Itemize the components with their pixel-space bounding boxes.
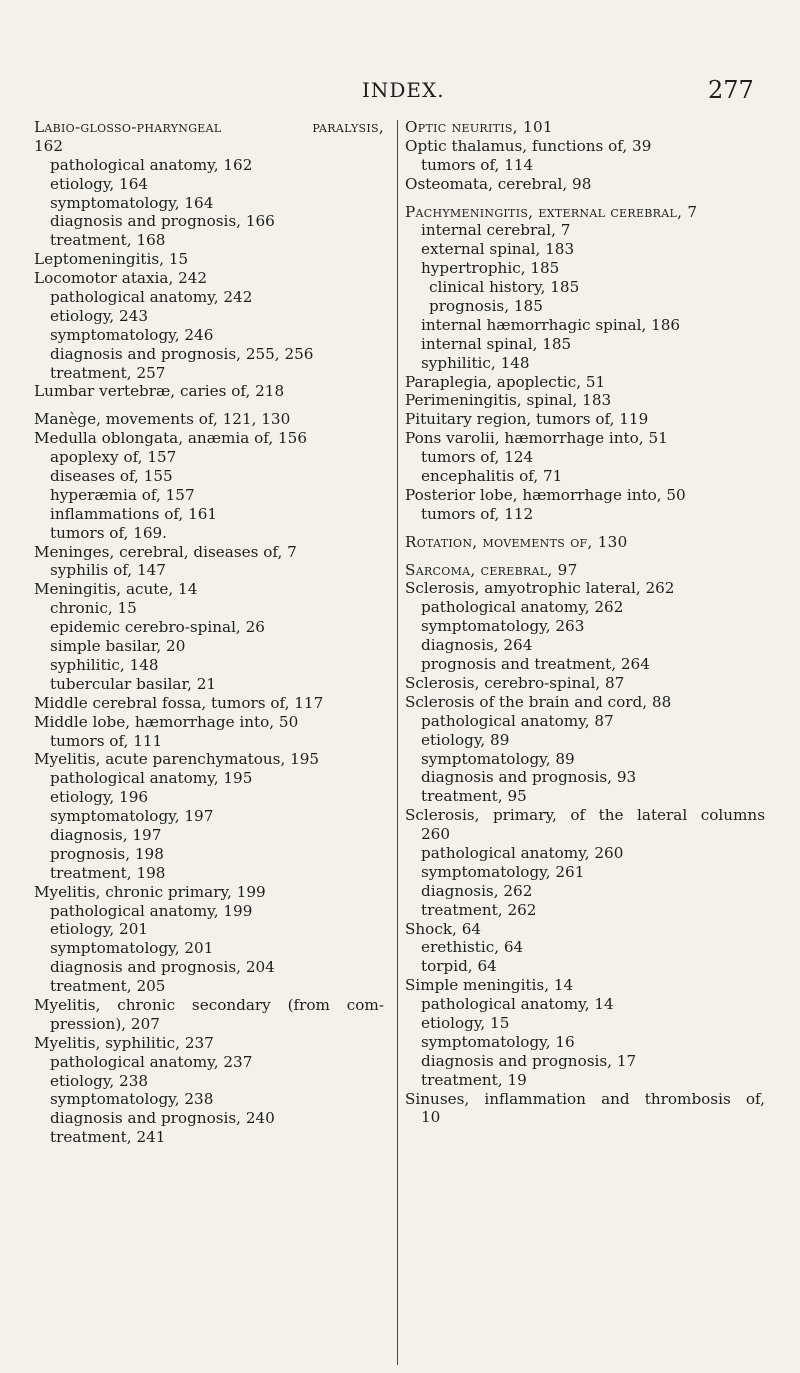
index-entry: Myelitis, chronic secondary (from com- [34, 995, 384, 1014]
running-header [0, 78, 800, 108]
index-entry: Pachymeningitis, external cerebral, 7 [405, 202, 698, 221]
index-subentry: internal spinal, 185 [421, 334, 572, 353]
index-entry: Locomotor ataxia, 242 [34, 269, 208, 288]
index-subentry: prognosis, 185 [429, 297, 543, 316]
index-entry: Osteomata, cerebral, 98 [405, 174, 592, 193]
index-entry: Sclerosis, cerebro-spinal, 87 [405, 673, 625, 692]
index-subentry: etiology, 243 [50, 306, 149, 325]
index-subentry: pathological anatomy, 260 [421, 843, 624, 862]
index-subentry: tumors of, 112 [421, 504, 534, 523]
index-subentry: etiology, 196 [50, 788, 149, 807]
index-subentry: symptomatology, 16 [421, 1032, 575, 1051]
index-entry: Meningitis, acute, 14 [34, 580, 198, 599]
index-subentry: etiology, 164 [50, 174, 149, 193]
index-entry: Middle cerebral fossa, tumors of, 117 [34, 693, 324, 712]
index-subentry: pathological anatomy, 199 [50, 901, 253, 920]
index-subentry: simple basilar, 20 [50, 637, 186, 656]
index-subentry: syphilitic, 148 [421, 353, 530, 372]
index-subentry: treatment, 198 [50, 863, 166, 882]
index-subentry: etiology, 89 [421, 730, 510, 749]
index-subentry: syphilitic, 148 [50, 655, 159, 674]
index-subentry: etiology, 238 [50, 1071, 149, 1090]
index-entry: 162 [34, 136, 63, 155]
index-column-left [34, 118, 384, 1147]
index-subentry: diagnosis and prognosis, 166 [50, 212, 275, 231]
index-entry: Sinuses, inflammation and thrombosis of, [405, 1089, 765, 1108]
index-entry: Manège, movements of, 121, 130 [34, 410, 291, 429]
index-entry: Lumbar vertebræ, caries of, 218 [34, 382, 285, 401]
index-subentry: symptomatology, 201 [50, 939, 214, 958]
index-subentry: chronic, 15 [50, 599, 137, 618]
index-subentry: torpid, 64 [421, 957, 497, 976]
index-subentry: pathological anatomy, 237 [50, 1052, 253, 1071]
index-subentry: treatment, 241 [50, 1128, 166, 1147]
index-subentry: treatment, 262 [421, 900, 537, 919]
index-subentry: diagnosis, 197 [50, 825, 162, 844]
index-entry: Sclerosis of the brain and cord, 88 [405, 692, 672, 711]
index-subentry: tubercular basilar, 21 [50, 674, 217, 693]
index-column-right [405, 118, 765, 1127]
index-subentry: diagnosis and prognosis, 255, 256 [50, 344, 314, 363]
index-entry: Myelitis, acute parenchymatous, 195 [34, 750, 320, 769]
index-entry: Rotation, movements of, 130 [405, 532, 628, 551]
index-entry: Optic neuritis, 101 [405, 118, 553, 136]
index-subentry: symptomatology, 263 [421, 617, 585, 636]
index-entry: Sclerosis, amyotrophic lateral, 262 [405, 579, 675, 598]
index-entry: Myelitis, syphilitic, 237 [34, 1033, 214, 1052]
index-subentry: 10 [421, 1108, 441, 1127]
index-subentry: diagnosis and prognosis, 17 [421, 1051, 637, 1070]
index-entry: Shock, 64 [405, 919, 482, 938]
index-subentry: pathological anatomy, 14 [421, 995, 614, 1014]
index-subentry: internal cerebral, 7 [421, 221, 571, 240]
index-subentry: pathological anatomy, 87 [421, 711, 614, 730]
index-subentry: tumors of, 114 [421, 155, 534, 174]
index-subentry: syphilis of, 147 [50, 561, 166, 580]
index-entry: Labio-glosso-pharyngeal paralysis, [34, 118, 384, 136]
index-subentry: treatment, 95 [421, 787, 527, 806]
index-subentry: symptomatology, 89 [421, 749, 575, 768]
index-subentry: clinical history, 185 [429, 278, 580, 297]
index-subentry: treatment, 19 [421, 1070, 527, 1089]
index-entry: Pituitary region, tumors of, 119 [405, 410, 649, 429]
index-subentry: hypertrophic, 185 [421, 259, 560, 278]
index-subentry: pathological anatomy, 162 [50, 155, 253, 174]
column-divider [397, 120, 398, 1365]
index-subentry: diagnosis, 264 [421, 636, 533, 655]
index-subentry: treatment, 257 [50, 363, 166, 382]
index-entry: Simple meningitis, 14 [405, 976, 574, 995]
running-head-title: INDEX. [362, 78, 445, 102]
index-subentry: tumors of, 124 [421, 448, 534, 467]
index-subentry: pathological anatomy, 195 [50, 769, 253, 788]
index-subentry: pathological anatomy, 262 [421, 598, 624, 617]
index-subentry: diagnosis, 262 [421, 881, 533, 900]
index-subentry: inflammations of, 161 [50, 504, 218, 523]
index-subentry: symptomatology, 197 [50, 807, 214, 826]
index-subentry: internal hæmorrhagic spinal, 186 [421, 315, 681, 334]
index-subentry: encephalitis of, 71 [421, 467, 563, 486]
index-entry: Meninges, cerebral, diseases of, 7 [34, 542, 297, 561]
index-subentry: treatment, 205 [50, 977, 166, 996]
index-subentry: hyperæmia of, 157 [50, 485, 195, 504]
index-subentry: treatment, 168 [50, 231, 166, 250]
index-entry: Sarcoma, cerebral, 97 [405, 560, 578, 579]
page-number: 277 [708, 76, 754, 104]
index-subentry: 260 [421, 825, 450, 844]
index-entry: Pons varolii, hæmorrhage into, 51 [405, 429, 668, 448]
index-subentry: diseases of, 155 [50, 467, 173, 486]
index-entry: Myelitis, chronic primary, 199 [34, 882, 266, 901]
index-subentry: etiology, 15 [421, 1013, 510, 1032]
index-subentry: apoplexy of, 157 [50, 448, 177, 467]
index-subentry: tumors of, 169. [50, 523, 168, 542]
index-entry: Perimeningitis, spinal, 183 [405, 391, 612, 410]
index-entry: Leptomeningitis, 15 [34, 250, 189, 269]
index-subentry: epidemic cerebro-spinal, 26 [50, 618, 265, 637]
index-subentry: tumors of, 111 [50, 731, 163, 750]
index-subentry: prognosis and treatment, 264 [421, 655, 650, 674]
index-subentry: erethistic, 64 [421, 938, 524, 957]
index-subentry: pression), 207 [50, 1014, 160, 1033]
index-subentry: diagnosis and prognosis, 240 [50, 1109, 275, 1128]
index-subentry: symptomatology, 246 [50, 325, 214, 344]
index-subentry: symptomatology, 261 [421, 862, 585, 881]
index-subentry: prognosis, 198 [50, 844, 164, 863]
index-subentry: symptomatology, 238 [50, 1090, 214, 1109]
index-entry: Posterior lobe, hæmorrhage into, 50 [405, 485, 686, 504]
index-subentry: external spinal, 183 [421, 240, 575, 259]
index-entry: Medulla oblongata, anæmia of, 156 [34, 429, 307, 448]
index-subentry: symptomatology, 164 [50, 193, 214, 212]
index-entry: Middle lobe, hæmorrhage into, 50 [34, 712, 299, 731]
index-entry: Optic thalamus, functions of, 39 [405, 136, 652, 155]
index-subentry: etiology, 201 [50, 920, 149, 939]
index-subentry: diagnosis and prognosis, 204 [50, 958, 275, 977]
index-subentry: pathological anatomy, 242 [50, 288, 253, 307]
index-entry: Paraplegia, apoplectic, 51 [405, 372, 606, 391]
index-subentry: diagnosis and prognosis, 93 [421, 768, 637, 787]
index-entry: Sclerosis, primary, of the lateral columns [405, 806, 765, 825]
